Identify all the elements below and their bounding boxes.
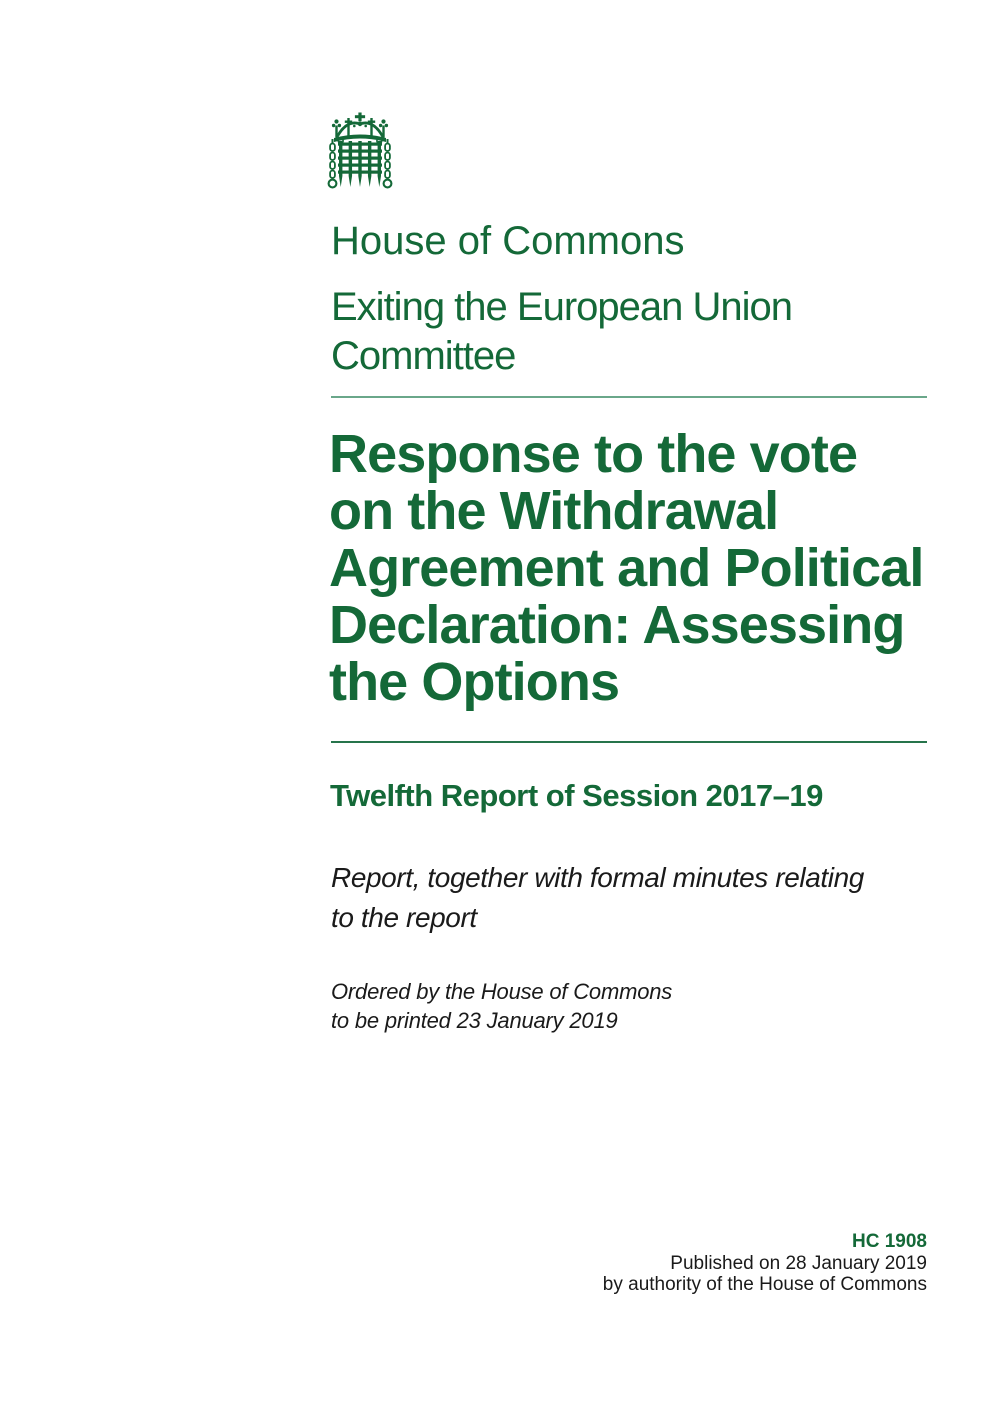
committee-heading-line: Exiting the European Union xyxy=(331,285,792,329)
order-note-line: to be printed 23 January 2019 xyxy=(331,1008,618,1033)
divider-rule-bottom xyxy=(331,741,927,743)
report-description-line: Report, together with formal minutes relating xyxy=(331,862,864,893)
published-date: Published on 28 January 2019 xyxy=(670,1252,927,1274)
report-description xyxy=(331,858,864,938)
committee-heading xyxy=(331,283,792,381)
committee-heading-line: Committee xyxy=(331,334,516,378)
report-title xyxy=(329,426,923,711)
order-note xyxy=(331,977,672,1035)
crowned-portcullis-icon xyxy=(327,112,393,196)
house-of-commons-logo xyxy=(327,112,393,196)
report-title-line: Response to the vote xyxy=(329,424,858,484)
order-note-line: Ordered by the House of Commons xyxy=(331,979,673,1004)
session-subtitle: Twelfth Report of Session 2017–19 xyxy=(330,778,823,813)
report-title-line: Declaration: Assessing xyxy=(329,595,905,655)
publication-info xyxy=(330,1231,927,1296)
report-title-line: on the Withdrawal xyxy=(329,481,779,541)
organisation-heading: House of Commons xyxy=(331,219,685,263)
report-description-line: to the report xyxy=(331,902,477,933)
hc-number: HC 1908 xyxy=(852,1231,927,1252)
divider-rule-top xyxy=(331,396,927,398)
report-title-line: Agreement and Political xyxy=(329,538,924,598)
report-title-line: the Options xyxy=(329,652,620,712)
authority-line: by authority of the House of Commons xyxy=(602,1274,927,1295)
